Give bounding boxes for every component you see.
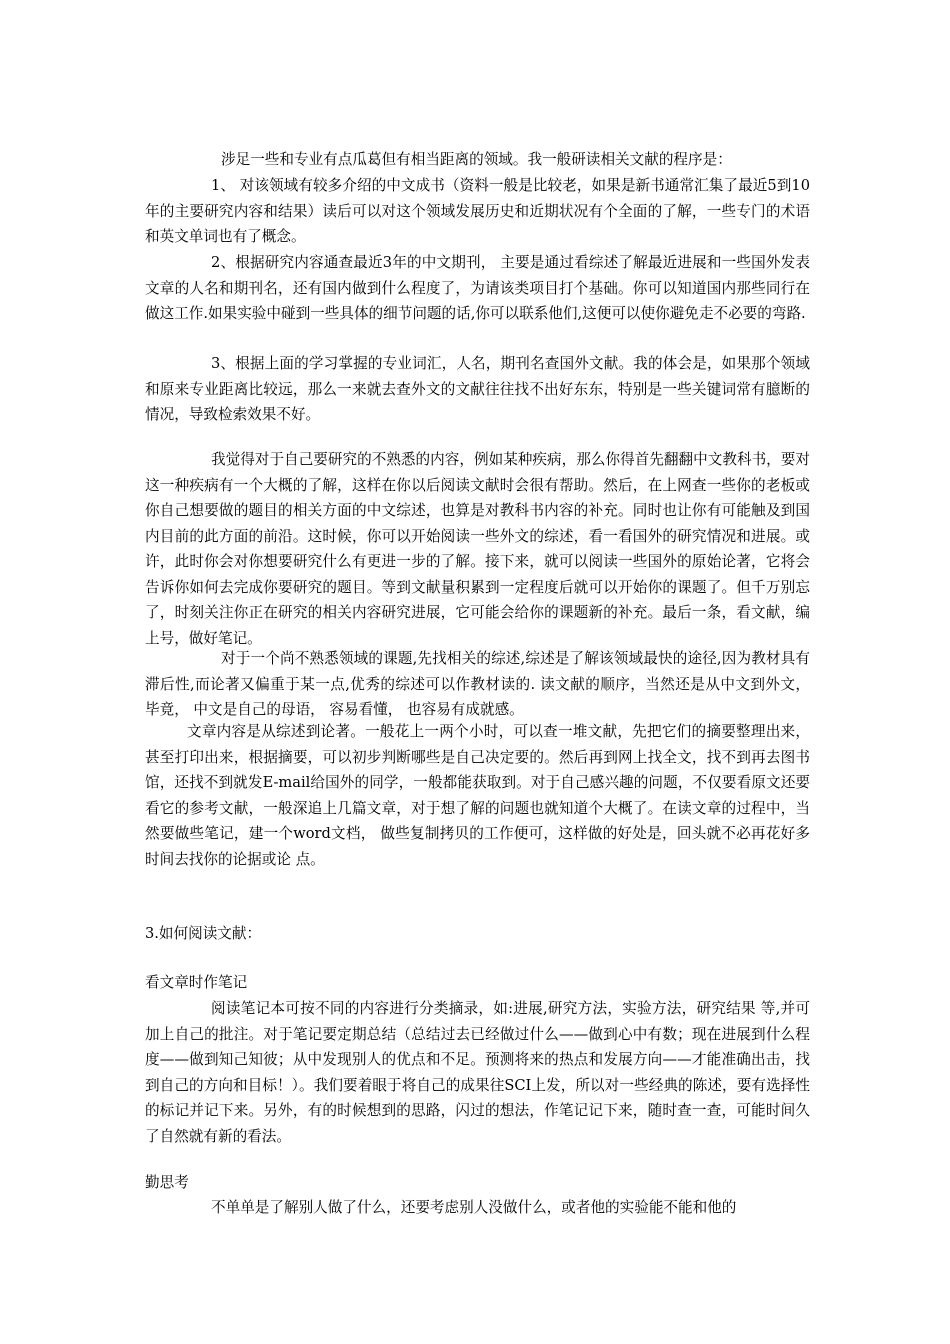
paragraph-step-1: 1、 对该领域有较多介绍的中文成书（资料一般是比较老，如果是新书通常汇集了最近5到10年的主要研究内容和结果）读后可以对这个领域发展历史和近期状况有个全面的了解，一些专门的术语和英文单词也有了概念。: [145, 177, 810, 245]
paragraph-notes: 阅读笔记本可按不同的内容进行分类摘录，如:进展,研究方法，实验方法，研究结果 等,并可加上自己的批注。对于笔记要定期总结（总结过去已经做过什么——做到心中有数；现在进展到什么程度——做到知己知彼；从中发现别人的优点和不足。预测将来的热点和发展方向——才能准确出击，找到自己的方向和目标！）。我们要着眼于将自己的成果往SCI上发，所以对一些经典的陈述，要有选择性的标记并记下来。另外，有的时候想到的思路，闪过的想法，作笔记记下来，随时查一查，可能时间久了自然就有新的看法。: [145, 1000, 810, 1145]
subheading-think-often: 勤思考: [145, 1174, 189, 1191]
paragraph-step-3: 3、根据上面的学习掌握的专业词汇，人名，期刊名查国外文献。我的体会是，如果那个领域和原来专业距离比较远，那么一来就去查外文的文献往往找不出好东东，特别是一些关键词常有臆断的情况，导致检索效果不好。: [145, 355, 810, 423]
subheading-take-notes: 看文章时作笔记: [145, 974, 248, 991]
paragraph-step-2: 2、根据研究内容通查最近3年的中文期刊， 主要是通过看综述了解最近进展和一些国外发表文章的人名和期刊名，还有国内做到什么程度了，为请该类项目打个基础。你可以知道国内那些同行在做这工作.如果实验中碰到一些具体的细节问题的话,你可以联系他们,这便可以使你避免走不必要的弯路.: [145, 254, 810, 322]
paragraph-intro: 涉足一些和专业有点瓜葛但有相当距离的领域。我一般研读相关文献的程序是：: [221, 151, 732, 168]
paragraph-review-first: 对于一个尚不熟悉领域的课题,先找相关的综述,综述是了解该领域最快的途径,因为教材具有滞后性,而论著又偏重于某一点,优秀的综述可以作教材读的. 读文献的顺序，当然还是从中文到外文， 毕竟， 中文是自己的母语， 容易看懂， 也容易有成就感。: [145, 650, 810, 718]
paragraph-think: 不单单是了解别人做了什么，还要考虑别人没做什么，或者他的实验能不能和他的: [211, 1199, 737, 1216]
paragraph-unfamiliar-topic: 我觉得对于自己要研究的不熟悉的内容，例如某种疾病，那么你得首先翻翻中文教科书，要对这一种疾病有一个大概的了解，这样在你以后阅读文献时会很有帮助。然后，在上网查一些你的老板或你自己想要做的题目的相关方面的中文综述，也算是对教科书内容的补充。同时也让你有可能触及到国内目前的此方面的前沿。这时候，你可以开始阅读一些外文的综述，看一看国外的研究情况和进展。或许，此时你会对你想要研究什么有更进一步的了解。接下来，就可以阅读一些国外的原始论著，它将会告诉你如何去完成你要研究的题目。等到文献量积累到一定程度后就可以开始你的课题了。但千万别忘了，时刻关注你正在研究的相关内容研究进展，它可能会给你的课题新的补充。最后一条，看文献，编上号，做好笔记。: [145, 451, 810, 647]
paragraph-review-to-paper: 文章内容是从综述到论著。一般花上一两个小时，可以查一堆文献，先把它们的摘要整理出来，甚至打印出来，根据摘要，可以初步判断哪些是自己决定要的。然后再到网上找全文，找不到再去图书馆，还找不到就发E-mail给国外的同学，一般都能获取到。对于自己感兴趣的问题，不仅要看原文还要看它的参考文献，一般深追上几篇文章，对于想了解的问题也就知道个大概了。在读文章的过程中，当然要做些笔记，建一个word文档， 做些复制拷贝的工作便可，这样做的好处是，回头就不必再花好多时间去找你的论据或论 点。: [145, 723, 810, 868]
section-heading-how-to-read: 3.如何阅读文献：: [145, 925, 262, 942]
